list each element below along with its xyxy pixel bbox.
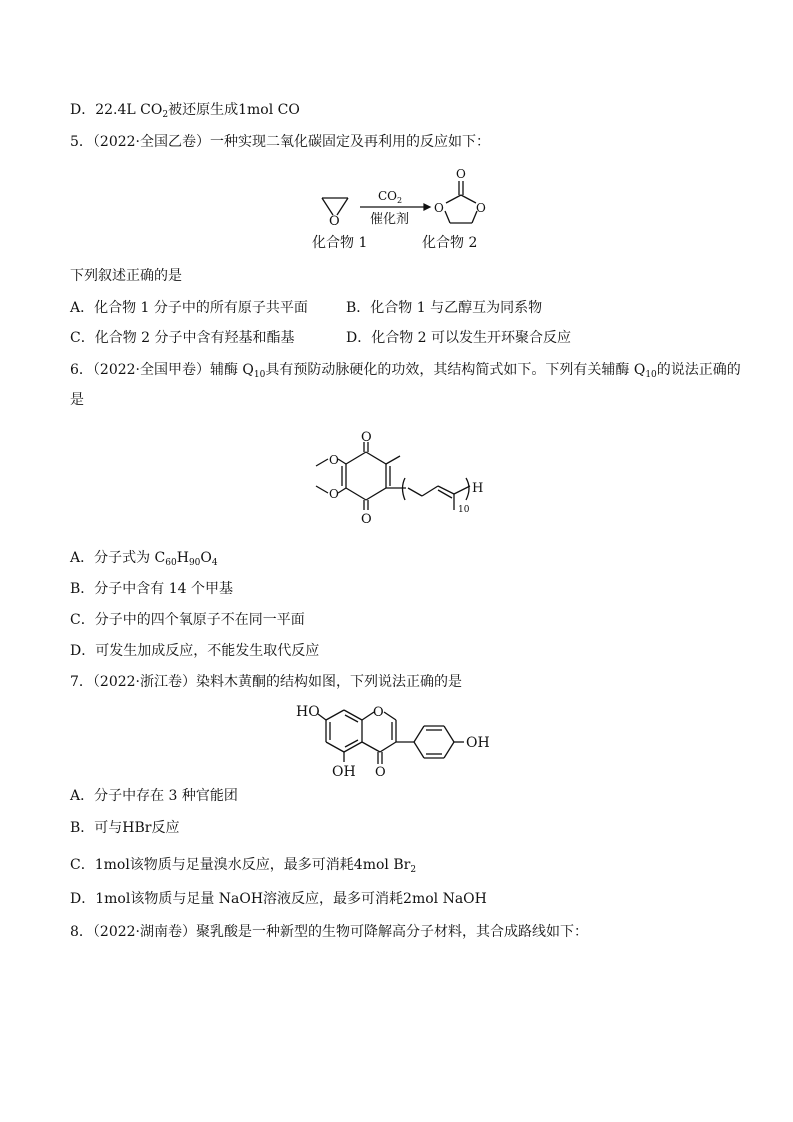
compound2-label: 化合物 2 <box>422 235 478 251</box>
genistein-carbonyl-oxygen: O <box>375 765 386 780</box>
q6-stem <box>70 360 741 380</box>
genistein-oh-bottom: OH <box>332 764 356 780</box>
q5-prompt: 下列叙述正确的是 <box>70 268 182 284</box>
q6-option-a-h: H <box>176 550 189 566</box>
q6-option-c: C．分子中的四个氧原子不在同一平面 <box>70 612 305 628</box>
q6-stem-line2: 是 <box>70 392 84 408</box>
q10-terminal-h: H <box>472 481 484 496</box>
q10-repeat-count: 10 <box>458 505 470 515</box>
q7-option-c-subscript: 2 <box>410 865 417 875</box>
ring-oxygen-right: O <box>476 201 486 215</box>
q6-stem-part3: 的说法正确的 <box>656 362 741 378</box>
q10-methoxy-oxygen-1: O <box>329 453 339 467</box>
genistein-ring-oxygen: O <box>373 705 384 720</box>
q4-option-d-subscript: 2 <box>162 110 169 120</box>
q7-option-c-text: C．1mol该物质与足量溴水反应，最多可消耗4mol Br <box>70 857 411 873</box>
q7-option-b: B．可与HBr反应 <box>70 820 180 836</box>
q7-option-d: D．1mol该物质与足量 NaOH溶液反应，最多可消耗2mol NaOH <box>70 891 487 907</box>
q6-stem-part1: 6．（2022·全国甲卷）辅酶 Q <box>70 362 254 378</box>
q7-stem: 7．（2022·浙江卷）染料木黄酮的结构如图，下列说法正确的是 <box>70 674 462 690</box>
q4-option-d-text: D．22.4L CO <box>70 102 163 118</box>
q6-stem-sub2: 10 <box>645 370 657 380</box>
reaction-arrow <box>360 204 430 210</box>
q8-stem: 8．（2022·湖南卷）聚乳酸是一种新型的生物可降解高分子材料，其合成路线如下： <box>70 924 588 940</box>
catalyst-label: 催化剂 <box>370 212 410 227</box>
ring-oxygen-left: O <box>434 201 444 215</box>
q6-stem-sub1: 10 <box>253 370 266 380</box>
q5-option-a: A．化合物 1 分子中的所有原子共平面 <box>70 300 308 316</box>
genistein-oh-right: OH <box>466 735 490 751</box>
quinone-ring <box>316 442 470 510</box>
epoxide-oxygen: O <box>329 214 340 229</box>
q7-option-a: A．分子中存在 3 种官能团 <box>70 788 238 804</box>
q5-reaction-scheme <box>300 165 500 255</box>
q5-option-d: D．化合物 2 可以发生开环聚合反应 <box>346 330 572 346</box>
q5-stem: 5．（2022·全国乙卷）一种实现二氧化碳固定及再利用的反应如下： <box>70 134 490 150</box>
genistein-ho-left: HO <box>296 704 320 720</box>
q5-option-b: B．化合物 1 与乙醇互为同系物 <box>346 300 543 316</box>
genistein-bonds <box>318 710 464 764</box>
q10-oxygen-bottom: O <box>361 512 372 527</box>
q10-methoxy-oxygen-2: O <box>329 487 339 501</box>
compound1-label: 化合物 1 <box>312 235 368 251</box>
q6-option-b: B．分子中含有 14 个甲基 <box>70 581 234 597</box>
cyclic-carbonate-structure <box>445 181 477 223</box>
carbonyl-oxygen: O <box>456 167 466 181</box>
q6-option-a-sub-o: 4 <box>211 558 218 568</box>
q6-stem-part2: 具有预防动脉硬化的功效，其结构简式如下。下列有关辅酶 Q <box>265 362 646 378</box>
q6-option-a-prefix: A．分子式为 C <box>70 550 166 566</box>
coenzyme-q10-structure <box>308 428 508 528</box>
q5-option-c: C．化合物 2 分子中含有羟基和酯基 <box>70 330 295 346</box>
reagent-co2: $CO_2$ <box>378 189 403 205</box>
q6-option-d: D．可发生加成反应，不能发生取代反应 <box>70 643 320 659</box>
q6-option-a <box>70 548 218 568</box>
epoxide-structure <box>322 198 348 215</box>
q7-option-c <box>70 855 416 875</box>
genistein-structure <box>292 700 512 784</box>
q6-option-a-sub-h: 90 <box>188 558 201 568</box>
q10-oxygen-top: O <box>361 430 372 445</box>
q4-option-d-suffix: 被还原生成1mol CO <box>168 102 300 118</box>
q6-option-a-sub-c: 60 <box>165 558 177 568</box>
q6-option-a-o: O <box>200 550 212 566</box>
q4-option-d <box>70 100 300 120</box>
